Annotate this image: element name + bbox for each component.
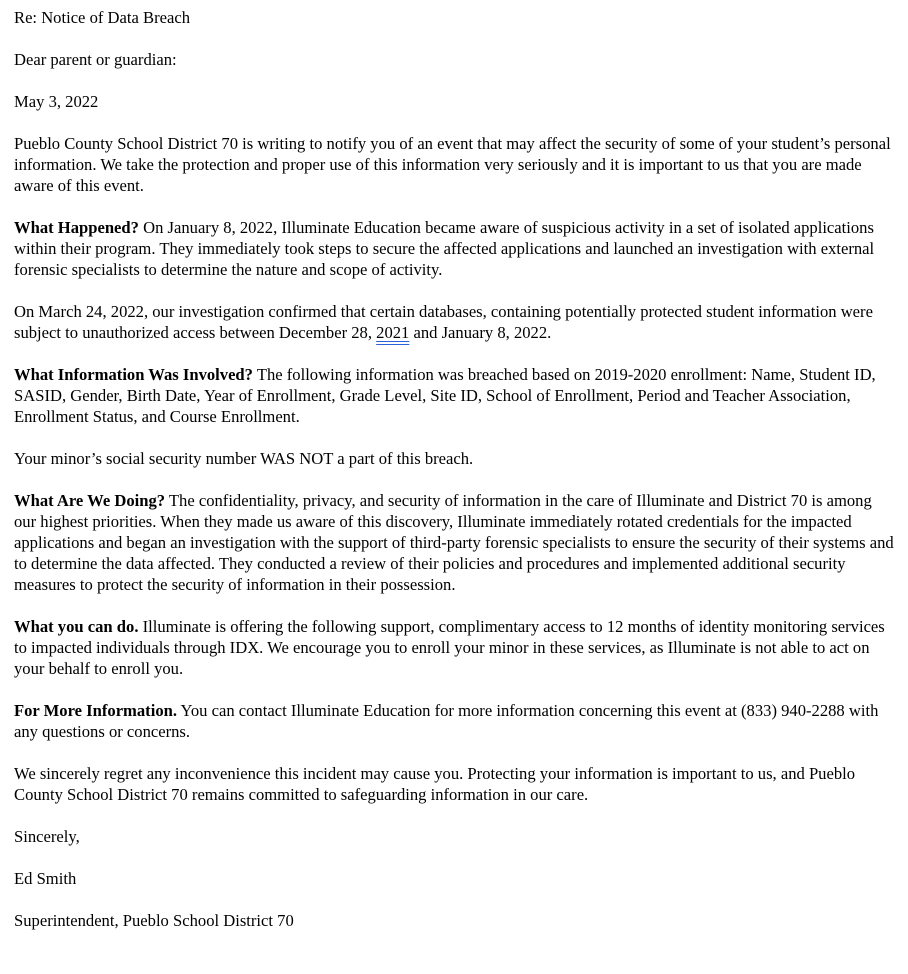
signer-name: Ed Smith	[14, 869, 77, 888]
letter-subject: Re: Notice of Data Breach	[14, 8, 191, 27]
investigation-text-before: On March 24, 2022, our investigation confirmed that certain databases, containing potentially protected student information were subject to unauthorized access between December 28,	[14, 302, 873, 342]
what-doing-paragraph	[14, 490, 894, 595]
what-info-body: The following information was breached based on 2019-2020 enrollment: Name, Student ID, SASID, Gender, Birth Date, Year of Enrollment, Grade Level, Site ID, School of Enrollment, Period and Teacher Association, Enrollment Status, and Course Enrollment.	[14, 365, 876, 426]
flagged-year[interactable]: 2021	[376, 323, 410, 342]
more-info-heading: For More Information.	[14, 701, 177, 720]
what-doing-heading: What Are We Doing?	[14, 491, 166, 510]
investigation-paragraph	[14, 301, 894, 343]
closing-paragraph: We sincerely regret any inconvenience this incident may cause you. Protecting your information is important to us, and Pueblo County School District 70 remains committed to safeguarding information in our care.	[14, 764, 856, 804]
what-happened-paragraph	[14, 217, 894, 280]
what-info-heading: What Information Was Involved?	[14, 365, 253, 384]
investigation-text-after: and January 8, 2022.	[409, 323, 552, 342]
what-info-paragraph	[14, 364, 894, 427]
letter-salutation: Dear parent or guardian:	[14, 50, 177, 69]
more-info-paragraph	[14, 700, 894, 742]
what-you-can-do-paragraph	[14, 616, 894, 679]
what-you-can-do-body: Illuminate is offering the following support, complimentary access to 12 months of identity monitoring services to impacted individuals through IDX. We encourage you to enroll your minor in these services, as Illuminate is not able to act on your behalf to enroll you.	[14, 617, 885, 678]
signer-title: Superintendent, Pueblo School District 70	[14, 911, 294, 930]
what-happened-heading: What Happened?	[14, 218, 139, 237]
what-you-can-do-heading: What you can do.	[14, 617, 139, 636]
signoff: Sincerely,	[14, 827, 80, 846]
intro-paragraph: Pueblo County School District 70 is writing to notify you of an event that may affect the security of some of your student’s personal information. We take the protection and proper use of this information very seriously and it is important to us that you are made aware of this event.	[14, 134, 891, 195]
letter-date: May 3, 2022	[14, 92, 99, 111]
what-happened-body: On January 8, 2022, Illuminate Education became aware of suspicious activity in a set of isolated applications within their program. They immediately took steps to secure the affected applications and launched an investigation with external forensic specialists to determine the nature and scope of activity.	[14, 218, 875, 279]
more-info-body: You can contact Illuminate Education for more information concerning this event at (833) 940-2288 with any questions or concerns.	[14, 701, 879, 741]
ssn-note-paragraph: Your minor’s social security number WAS NOT a part of this breach.	[14, 449, 474, 468]
what-doing-body: The confidentiality, privacy, and security of information in the care of Illuminate and District 70 is among our highest priorities. When they made us aware of this discovery, Illuminate immediately rotated credentials for the impacted applications and began an investigation with the support of third-party forensic specialists to ensure the security of their systems and to determine the data affected. They conducted a review of their policies and procedures and implemented additional security measures to protect the security of information in their possession.	[14, 491, 894, 594]
